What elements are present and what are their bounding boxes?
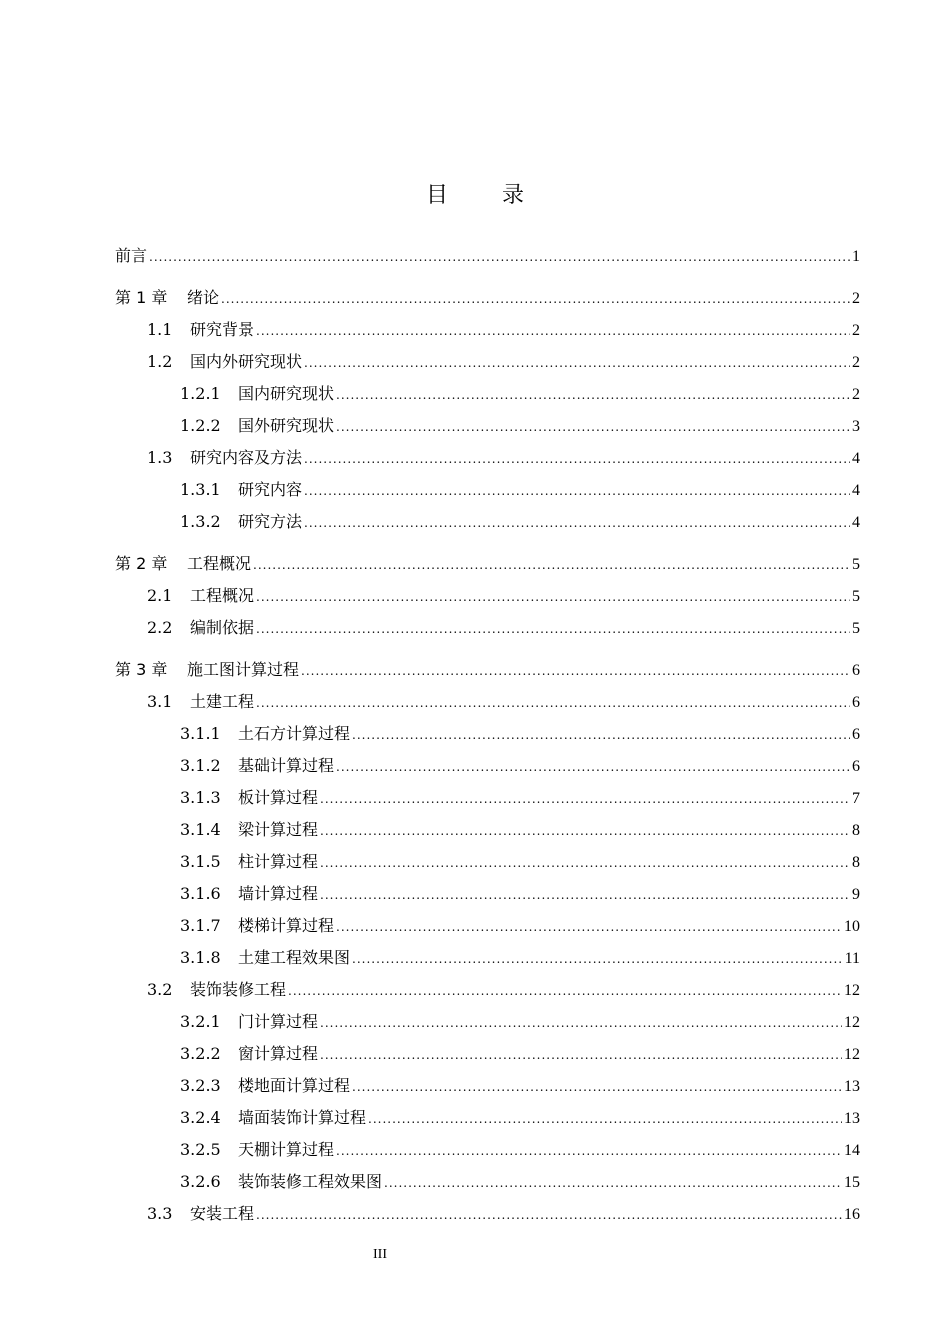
toc-entry-page: 7 [852, 790, 860, 807]
toc-entry-number: 3.1.1 [180, 724, 221, 743]
toc-entry[interactable] [115, 317, 860, 349]
toc-entry-page: 8 [852, 854, 860, 871]
toc-entry-page: 1 [852, 248, 860, 265]
toc-entry-number: 3.2.4 [180, 1108, 221, 1127]
toc-entry-label: 梁计算过程 [238, 820, 319, 839]
toc-entry-number: 第 2 章 [115, 554, 168, 573]
toc-dot-leader [320, 1016, 842, 1030]
toc-entry-label: 研究背景 [190, 320, 255, 339]
toc-entry-label: 前言 [115, 246, 148, 265]
toc-entry-label: 绪论 [187, 288, 220, 307]
toc-entry-page: 2 [852, 386, 860, 403]
toc-dot-leader [256, 590, 850, 604]
toc-entry[interactable] [115, 913, 860, 945]
toc-dot-leader [336, 388, 850, 402]
toc-entry-label: 工程概况 [187, 554, 252, 573]
toc-entry-label: 研究内容及方法 [190, 448, 303, 467]
toc-entry-number: 2.1 [147, 586, 173, 605]
toc-dot-leader [304, 356, 850, 370]
toc-entry[interactable] [115, 615, 860, 647]
toc-entry-number: 3.1.2 [180, 756, 221, 775]
toc-entry[interactable] [115, 1073, 860, 1105]
toc-dot-leader [336, 920, 842, 934]
toc-entry-page: 2 [852, 322, 860, 339]
toc-dot-leader [352, 952, 843, 966]
toc-entry[interactable] [115, 349, 860, 381]
toc-dot-leader [221, 292, 850, 306]
toc-entry-page: 13 [844, 1078, 860, 1095]
toc-dot-leader [320, 1048, 842, 1062]
toc-entry[interactable] [115, 445, 860, 477]
toc-entry-page: 12 [844, 982, 860, 999]
toc-entry-page: 2 [852, 290, 860, 307]
toc-entry-number: 3.1.5 [180, 852, 221, 871]
toc-entry-label: 基础计算过程 [238, 756, 335, 775]
toc-entry-page: 15 [844, 1174, 860, 1191]
toc-entry-label: 研究方法 [238, 512, 303, 531]
toc-entry[interactable] [115, 881, 860, 913]
toc-entry-label: 土石方计算过程 [238, 724, 351, 743]
toc-entry-number: 第 3 章 [115, 660, 168, 679]
toc-entry[interactable] [115, 583, 860, 615]
toc-entry-label: 墙面装饰计算过程 [238, 1108, 367, 1127]
footer-page-number: III [373, 1247, 387, 1262]
toc-dot-leader [368, 1112, 842, 1126]
toc-entry-number: 3.1.6 [180, 884, 221, 903]
toc-dot-leader [336, 1144, 842, 1158]
toc-entry-label: 土建工程 [190, 692, 255, 711]
toc-entry-label: 土建工程效果图 [238, 948, 351, 967]
toc-entry-number: 1.1 [147, 320, 173, 339]
toc-entry-page: 2 [852, 354, 860, 371]
toc-entry-number: 3.2.1 [180, 1012, 221, 1031]
toc-dot-leader [352, 728, 850, 742]
toc-entry-label: 研究内容 [238, 480, 303, 499]
toc-entry-label: 编制依据 [190, 618, 255, 637]
toc-entry-page: 6 [852, 758, 860, 775]
toc-entry-page: 5 [852, 588, 860, 605]
toc-entry[interactable] [115, 721, 860, 753]
toc-entry-page: 3 [852, 418, 860, 435]
toc-entry-number: 3.1.4 [180, 820, 221, 839]
toc-entry-page: 9 [852, 886, 860, 903]
toc-entry[interactable] [115, 1201, 860, 1233]
toc-entry-label: 墙计算过程 [238, 884, 319, 903]
toc-dot-leader [384, 1176, 842, 1190]
toc-entry[interactable] [115, 785, 860, 817]
toc-entry-number: 1.3 [147, 448, 173, 467]
toc-entry-label: 安装工程 [190, 1204, 255, 1223]
toc-entry-number: 3.2.2 [180, 1044, 221, 1063]
toc-entry-page: 6 [852, 694, 860, 711]
toc-entry-label: 天棚计算过程 [238, 1140, 335, 1159]
toc-entry-page: 16 [844, 1206, 860, 1223]
toc-entry-number: 1.2.2 [180, 416, 221, 435]
toc-dot-leader [320, 824, 850, 838]
toc-entry[interactable] [115, 753, 860, 785]
page-title: 目录 [425, 183, 578, 208]
toc-entry[interactable] [115, 243, 860, 275]
toc-entry-number: 1.2 [147, 352, 173, 371]
toc-dot-leader [301, 664, 850, 678]
toc-entry-label: 国内研究现状 [238, 384, 335, 403]
table-of-contents [115, 243, 860, 1233]
toc-entry-number: 3.2 [147, 980, 173, 999]
toc-entry-page: 5 [852, 556, 860, 573]
toc-entry-number: 3.2.5 [180, 1140, 221, 1159]
toc-entry-page: 8 [852, 822, 860, 839]
toc-entry[interactable] [115, 689, 860, 721]
toc-entry[interactable] [115, 849, 860, 881]
toc-entry-page: 12 [844, 1014, 860, 1031]
toc-entry[interactable] [115, 657, 860, 689]
toc-entry-number: 1.2.1 [180, 384, 221, 403]
toc-dot-leader [256, 696, 850, 710]
toc-entry[interactable] [115, 551, 860, 583]
toc-entry-page: 10 [844, 918, 860, 935]
toc-entry-number: 3.1 [147, 692, 173, 711]
toc-entry-label: 柱计算过程 [238, 852, 319, 871]
toc-entry[interactable] [115, 1105, 860, 1137]
toc-entry-label: 国内外研究现状 [190, 352, 303, 371]
toc-dot-leader [304, 452, 850, 466]
toc-entry[interactable] [115, 477, 860, 509]
toc-entry-label: 板计算过程 [238, 788, 319, 807]
toc-entry[interactable] [115, 1169, 860, 1201]
toc-dot-leader [253, 558, 850, 572]
toc-entry[interactable] [115, 509, 860, 541]
toc-entry-number: 3.3 [147, 1204, 173, 1223]
toc-entry-number: 1.3.1 [180, 480, 221, 499]
toc-entry[interactable] [115, 285, 860, 317]
toc-entry-page: 5 [852, 620, 860, 637]
toc-dot-leader [256, 324, 850, 338]
toc-entry-number: 3.2.6 [180, 1172, 221, 1191]
toc-entry[interactable] [115, 945, 860, 977]
toc-entry-page: 4 [852, 450, 860, 467]
toc-entry[interactable] [115, 1137, 860, 1169]
toc-entry-number: 3.2.3 [180, 1076, 221, 1095]
toc-entry-label: 国外研究现状 [238, 416, 335, 435]
toc-entry-number: 2.2 [147, 618, 173, 637]
toc-entry-page: 4 [852, 514, 860, 531]
toc-entry-page: 13 [844, 1110, 860, 1127]
toc-entry-label: 楼梯计算过程 [238, 916, 335, 935]
toc-entry-label: 施工图计算过程 [187, 660, 300, 679]
toc-entry-page: 4 [852, 482, 860, 499]
toc-dot-leader [304, 516, 850, 530]
toc-entry[interactable] [115, 977, 860, 1009]
toc-dot-leader [304, 484, 850, 498]
toc-dot-leader [320, 856, 850, 870]
toc-entry-label: 装饰装修工程效果图 [238, 1172, 383, 1191]
toc-dot-leader [256, 1208, 842, 1222]
toc-entry-label: 窗计算过程 [238, 1044, 319, 1063]
toc-entry-number: 3.1.3 [180, 788, 221, 807]
toc-entry-number: 1.3.2 [180, 512, 221, 531]
toc-dot-leader [336, 760, 850, 774]
toc-dot-leader [320, 888, 850, 902]
toc-entry-number: 3.1.8 [180, 948, 221, 967]
toc-dot-leader [336, 420, 850, 434]
toc-entry-label: 装饰装修工程 [190, 980, 287, 999]
toc-dot-leader [320, 792, 850, 806]
toc-entry-page: 11 [844, 950, 860, 967]
toc-entry[interactable] [115, 817, 860, 849]
toc-dot-leader [352, 1080, 842, 1094]
toc-entry-page: 6 [852, 726, 860, 743]
toc-dot-leader [149, 250, 850, 264]
toc-entry-number: 3.1.7 [180, 916, 221, 935]
toc-entry[interactable] [115, 1041, 860, 1073]
toc-dot-leader [288, 984, 842, 998]
toc-entry-label: 楼地面计算过程 [238, 1076, 351, 1095]
toc-entry[interactable] [115, 1009, 860, 1041]
toc-entry-page: 14 [844, 1142, 860, 1159]
toc-entry-number: 第 1 章 [115, 288, 168, 307]
toc-entry-label: 工程概况 [190, 586, 255, 605]
toc-entry-page: 12 [844, 1046, 860, 1063]
toc-entry[interactable] [115, 381, 860, 413]
toc-entry-page: 6 [852, 662, 860, 679]
toc-entry[interactable] [115, 413, 860, 445]
toc-dot-leader [256, 622, 850, 636]
toc-entry-label: 门计算过程 [238, 1012, 319, 1031]
